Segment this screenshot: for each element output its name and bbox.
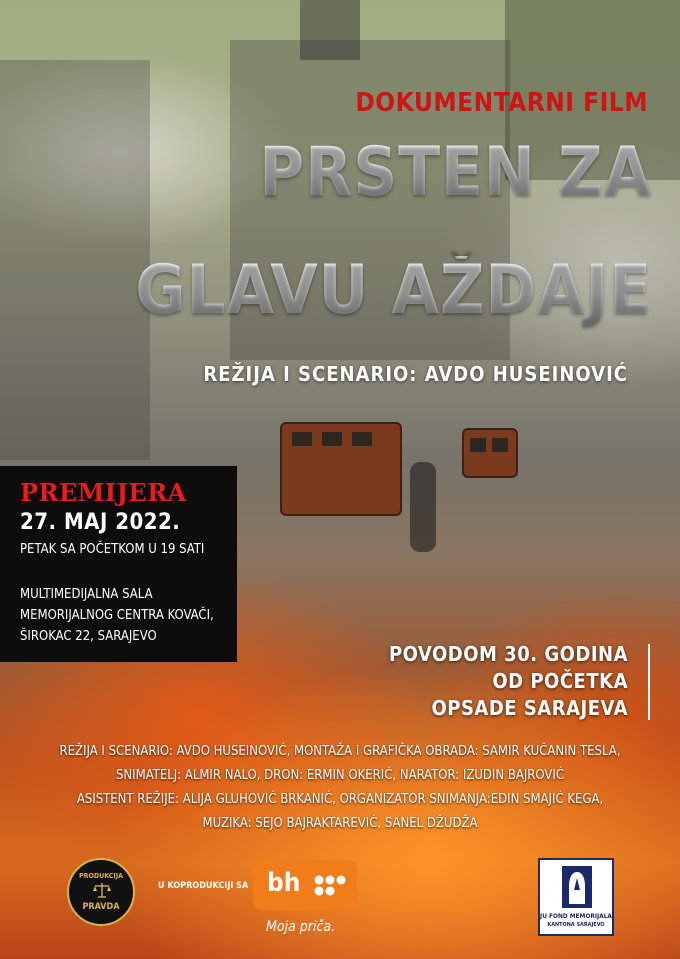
bh-logo [253,860,357,910]
credits-line: SNIMATELJ: ALMIR NALO, DRON: ERMIN OKERIĆ, NARATOR: IZUDIN BAJROVIĆ [115,768,565,783]
cyclist-image [410,462,436,552]
occasion-line: OD POČETKA [492,669,628,693]
pravda-logo-top-text: PRODUKCIJA [79,872,123,880]
occasion-divider [648,644,650,720]
memorial-fund-logo [538,858,614,936]
venue-line: MEMORIJALNOG CENTRA KOVAČI, [20,608,214,623]
film-title-line2: GLAVU AŽDAJE [0,256,680,326]
scales-icon [93,882,111,898]
occasion-line: POVODOM 30. GODINA [388,642,628,666]
film-type-label: DOKUMENTARNI FILM [355,88,648,118]
bh-logo-text: bh [267,868,301,898]
director-subtitle: REŽIJA I SCENARIO: AVDO HUSEINOVIĆ [203,362,628,386]
occasion-text [288,641,628,722]
venue-line: ŠIROKAC 22, SARAJEVO [20,629,157,644]
background-shadow [300,0,360,60]
credits-line: MUZIKA: SEJO BAJRAKTAREVIĆ, SANEL DŽUDŽA [202,816,478,831]
coproduction-label: U KOPRODUKCIJI SA [158,881,249,891]
occasion-line: OPSADE SARAJEVA [431,696,628,720]
memorial-fund-canton: KANTONA SARAJEVO [547,922,605,928]
film-title-line1: PRSTEN ZA [0,138,680,208]
memorial-emblem-icon [562,866,592,908]
premiere-label: PREMIJERA [20,478,187,507]
premiere-date: 27. MAJ 2022. [20,510,181,535]
venue-line: MULTIMEDIJALNA SALA [20,587,153,602]
credits-line: ASISTENT REŽIJE: ALIJA GLUHOVIĆ BRKANIĆ, ORGANIZATOR SNIMANJA:EDIN SMAJIĆ KEGA, [76,792,604,807]
pravda-logo [67,858,135,926]
credits-line: REŽIJA I SCENARIO: AVDO HUSEINOVIĆ, MONTAŽA I GRAFIČKA OBRADA: SAMIR KUČANIN TESLA, [59,744,621,759]
memorial-fund-name: JU FOND MEMORIJALA [540,912,612,920]
tram-image [280,422,402,516]
pravda-logo-name: PRAVDA [82,902,120,912]
premiere-time: PETAK SA POČETKOM U 19 SATI [20,542,205,557]
bh-slogan: Moja priča. [266,919,336,935]
tram-image [462,428,518,478]
credits-block [0,740,680,836]
bh-dots-icon [313,874,347,896]
premiere-venue [20,584,214,647]
